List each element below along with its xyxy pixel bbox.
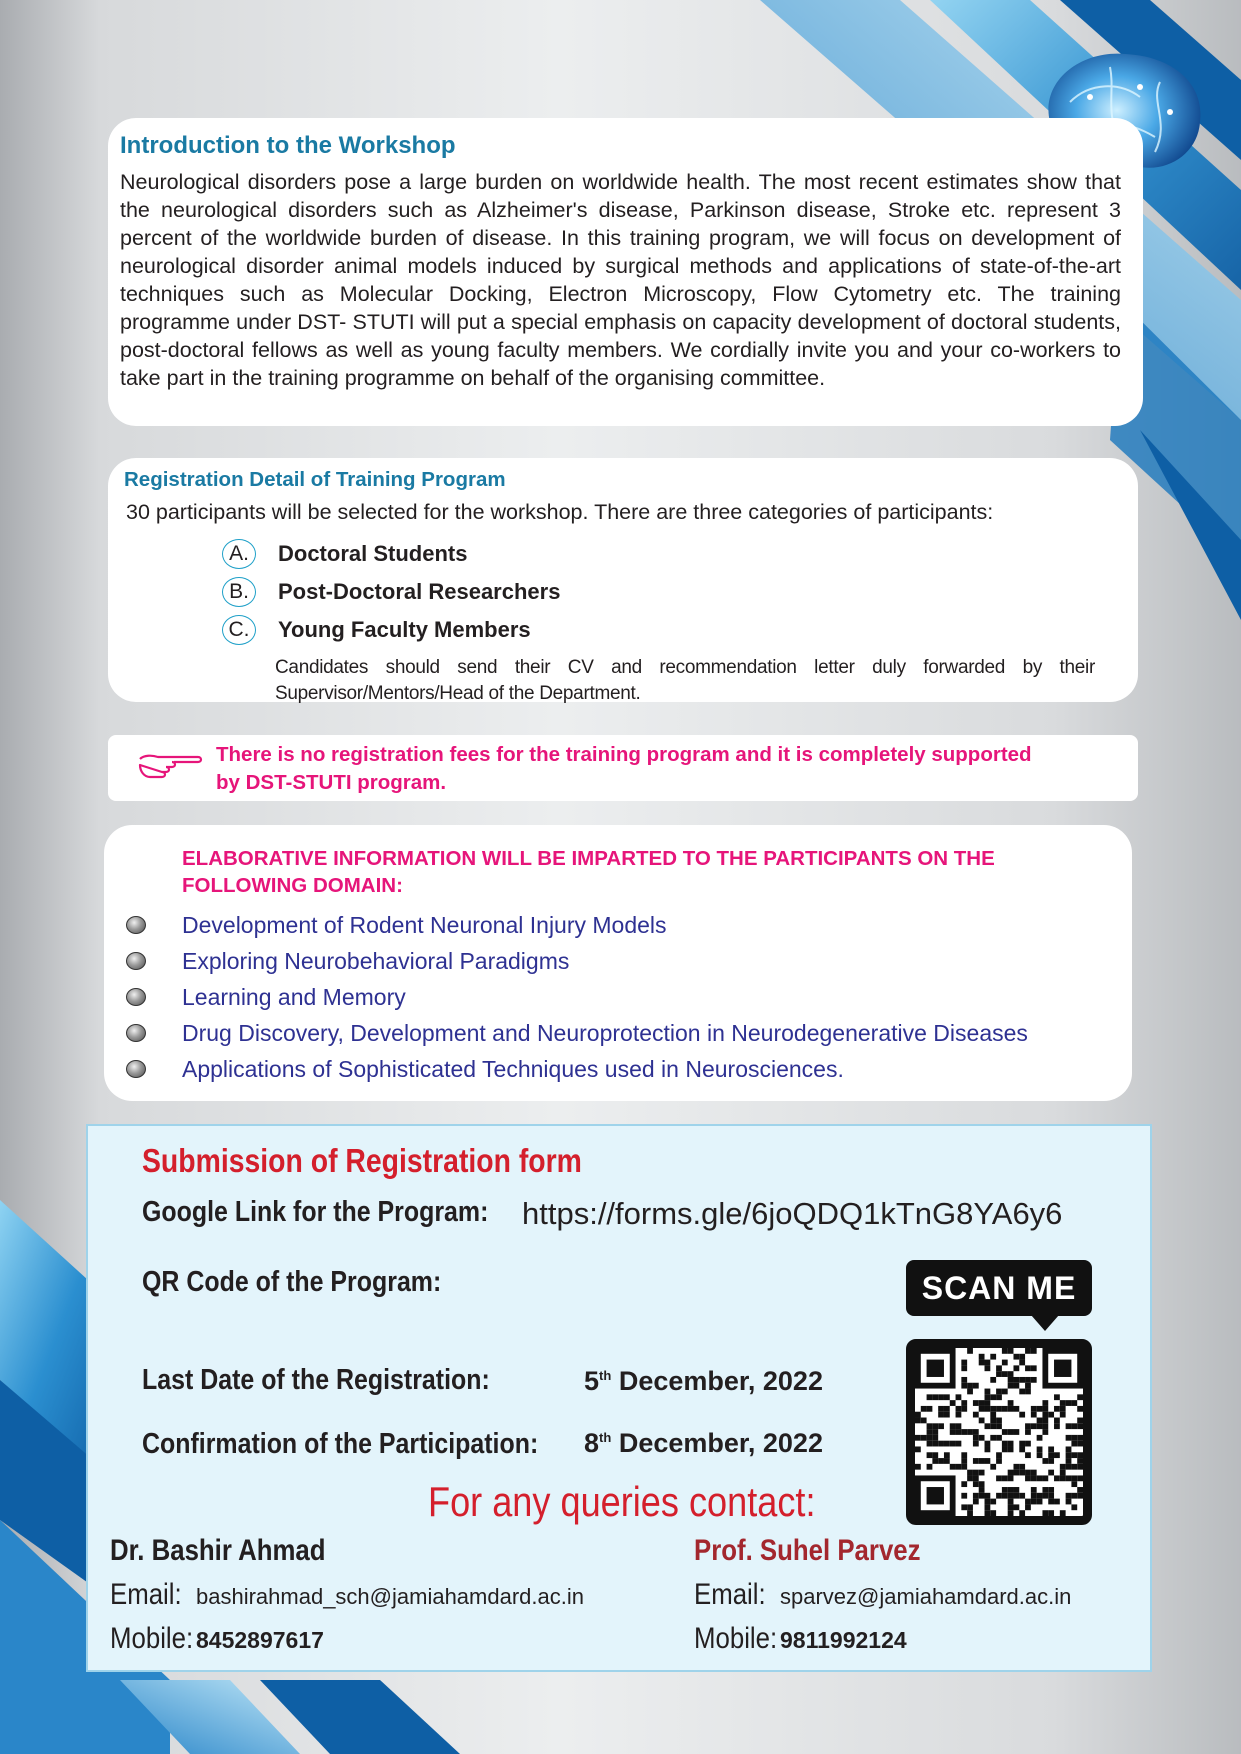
last-date-label: Last Date of the Registration: [142, 1364, 490, 1396]
link-label: Google Link for the Program: [142, 1196, 489, 1228]
bullet-icon [126, 988, 146, 1006]
list-item [182, 1051, 1132, 1087]
email-label: Email: [694, 1578, 766, 1611]
category-list [222, 535, 1118, 649]
mobile-label: Mobile: [110, 1622, 194, 1655]
domain-title-line-1: ELABORATIVE INFORMATION WILL BE IMPARTED TO THE PARTICIPANTS ON THE [182, 847, 995, 870]
candidate-note: Candidates should send their CV and recommendation letter duly forwarded by their Supervisor/Mentors/Head of the Department. [275, 657, 1095, 704]
contact-2-mobile-row [694, 1622, 907, 1656]
contact-1-mobile[interactable]: 8452897617 [196, 1627, 324, 1653]
list-item [182, 1015, 1132, 1051]
list-item [222, 535, 1118, 573]
contact-1-email[interactable]: bashirahmad_sch@jamiahamdard.ac.in [196, 1584, 584, 1609]
list-item [182, 979, 1132, 1015]
domain-card [104, 825, 1132, 1101]
registration-title: Registration Detail of Training Program [124, 468, 506, 491]
confirm-day: 8 [584, 1428, 600, 1458]
registration-card [108, 458, 1138, 702]
list-item [222, 611, 1118, 649]
fee-card [108, 735, 1138, 801]
contact-1-name: Dr. Bashir Ahmad [110, 1534, 326, 1567]
mobile-label: Mobile: [694, 1622, 778, 1655]
confirm-date-value [584, 1428, 823, 1459]
last-date-day: 5 [584, 1366, 600, 1396]
qr-code-icon[interactable] [915, 1348, 1083, 1516]
fee-line-1: There is no registration fees for the training program and it is completely supported [216, 743, 1032, 766]
confirm-label: Confirmation of the Participation: [142, 1428, 539, 1460]
scan-me-arrow [1031, 1315, 1059, 1331]
registration-intro: 30 participants will be selected for the workshop. There are three categories of participants: [126, 500, 994, 524]
list-item [182, 943, 1132, 979]
list-item [222, 573, 1118, 611]
contact-2-email-row [694, 1578, 1071, 1612]
contact-2-mobile[interactable]: 9811992124 [780, 1627, 907, 1653]
registration-link[interactable]: https://forms.gle/6joQDQ1kTnG8YA6y6 [522, 1196, 1063, 1231]
domain-title-line-2: FOLLOWING DOMAIN: [182, 874, 403, 897]
bullet-icon [126, 1060, 146, 1078]
submission-title: Submission of Registration form [142, 1142, 582, 1179]
domain-item-label: Development of Rodent Neuronal Injury Models [182, 912, 667, 938]
queries-heading: For any queries contact: [428, 1478, 816, 1525]
fee-line-2: by DST-STUTI program. [216, 771, 447, 794]
pointing-hand-icon [136, 745, 206, 785]
list-item [182, 907, 1132, 943]
last-date-value [584, 1366, 823, 1397]
confirm-rest: December, 2022 [611, 1428, 823, 1458]
category-letter: B. [222, 577, 256, 607]
intro-title: Introduction to the Workshop [120, 132, 456, 159]
domain-list [182, 907, 1132, 1087]
domain-item-label: Exploring Neurobehavioral Paradigms [182, 948, 570, 974]
contact-1-mobile-row [110, 1622, 324, 1656]
contact-2-email[interactable]: sparvez@jamiahamdard.ac.in [780, 1584, 1072, 1609]
contact-1-email-row [110, 1578, 584, 1612]
bullet-icon [126, 916, 146, 934]
category-letter: A. [222, 539, 256, 569]
confirm-suffix: th [599, 1430, 612, 1445]
last-date-suffix: th [599, 1368, 612, 1383]
category-label: Young Faculty Members [278, 617, 531, 642]
category-label: Doctoral Students [278, 541, 468, 566]
domain-item-label: Learning and Memory [182, 984, 406, 1010]
domain-item-label: Applications of Sophisticated Techniques used in Neurosciences. [182, 1056, 844, 1082]
contact-2-name: Prof. Suhel Parvez [694, 1534, 921, 1567]
intro-card [108, 118, 1143, 426]
last-date-rest: December, 2022 [611, 1366, 823, 1396]
scan-me-badge: SCAN ME [906, 1260, 1092, 1316]
category-label: Post-Doctoral Researchers [278, 579, 561, 604]
bullet-icon [126, 952, 146, 970]
domain-item-label: Drug Discovery, Development and Neuroprotection in Neurodegenerative Diseases [182, 1020, 1028, 1046]
submission-panel [86, 1124, 1152, 1672]
bullet-icon [126, 1024, 146, 1042]
intro-body: Neurological disorders pose a large burden on worldwide health. The most recent estimates show that the neurological disorders such as Alzheimer's disease, Parkinson disease, Stroke etc. represent 3 percent of the worldwide burden of disease. In this training program, we will focus on development of neurological disorder animal models induced by surgical methods and applications of state-of-the-art techniques such as Molecular Docking, Electron Microscopy, Flow Cytometry etc. The training programme under DST- STUTI will put a special emphasis on capacity development of doctoral students, post-doctoral fellows as well as young faculty members. We cordially invite you and your co-workers to take part in the training programme on behalf of the organising committee. [120, 170, 1121, 390]
qr-label: QR Code of the Program: [142, 1266, 442, 1298]
category-letter: C. [222, 615, 256, 645]
qr-code-frame[interactable] [906, 1339, 1092, 1525]
email-label: Email: [110, 1578, 182, 1611]
